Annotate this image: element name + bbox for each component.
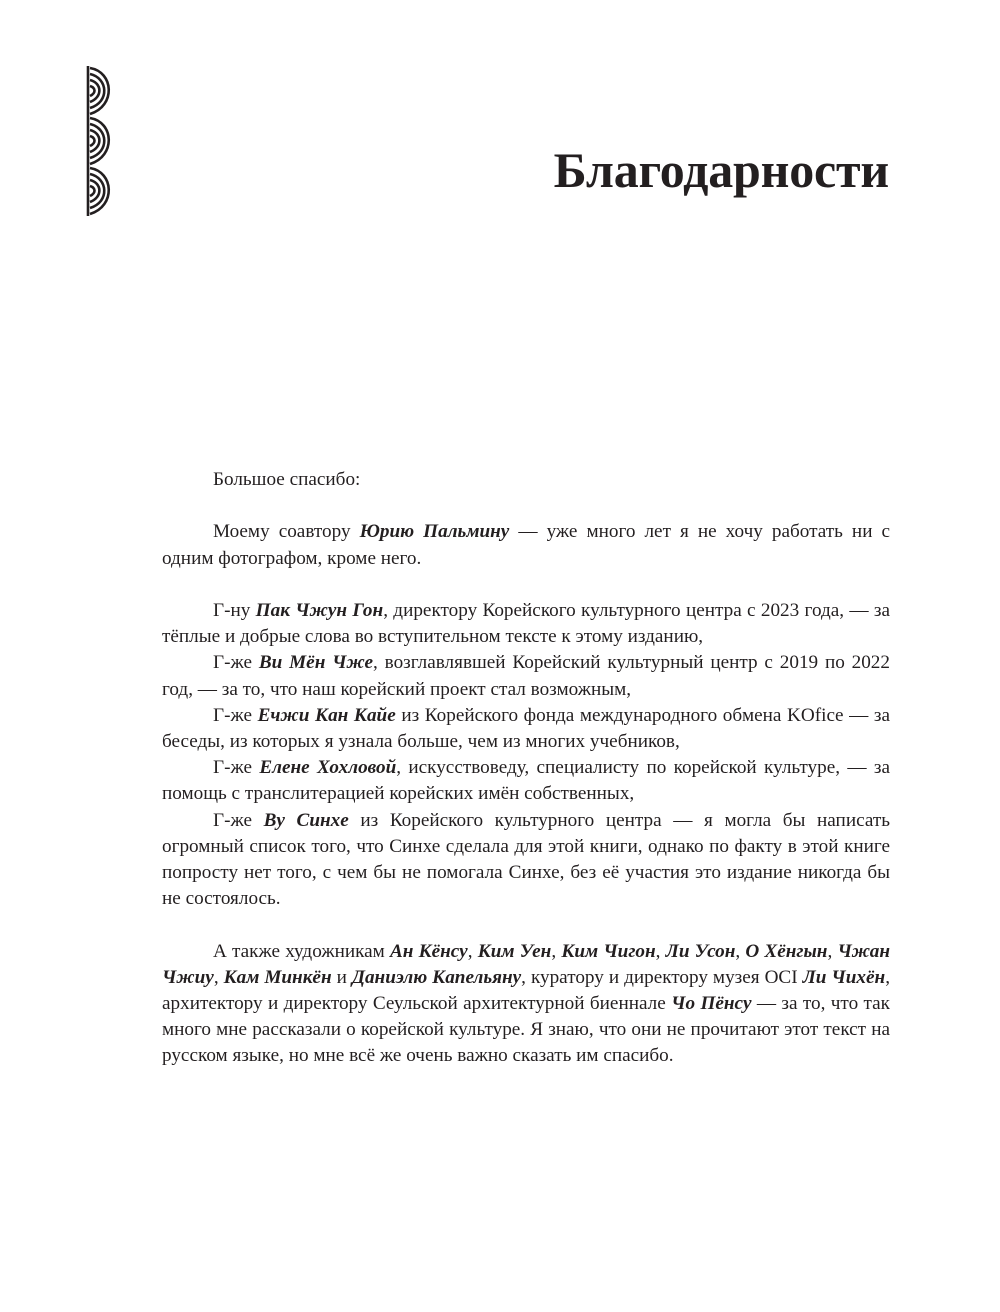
- text-run: — за то, что так много мне рассказали о корейской культуре. Я знаю, что они не прочитают этот текст на русском языке, но мне всё же очень важно сказать им спасибо.: [162, 993, 890, 1067]
- person-name: Ечжи Кан Кайе: [257, 704, 396, 726]
- text-run: Моему соавтору: [213, 521, 360, 543]
- person-name: О Хёнгын: [745, 940, 828, 962]
- paragraph-coauthor: [162, 519, 890, 571]
- text-run: ,: [551, 940, 562, 962]
- text-run: Г-же: [213, 757, 260, 779]
- text-run: ,: [213, 966, 224, 988]
- text-run: ,: [467, 940, 478, 962]
- person-name: Ким Чигон: [561, 940, 656, 962]
- text-run: , директору Корейского культурного центра с 2023 года, — за тёплые и добрые слова во вступительном тексте к этому изданию,: [162, 599, 890, 648]
- text-run: — уже много лет я не хочу работать ни с одним фотографом, кроме него.: [162, 521, 891, 569]
- text-run: , искусствоведу, специалисту по корейской культуре, — за помощь с транслитерацией корейских имён собственных,: [162, 757, 890, 805]
- text-run: Г-же: [213, 652, 259, 674]
- paragraph-kang: [162, 703, 890, 755]
- greeting-paragraph: Большое спасибо:: [213, 469, 361, 490]
- person-name: Кам Минкён: [223, 966, 332, 988]
- person-name: Ан Кёнсу: [389, 940, 468, 962]
- text-run: , архитектору и директору Сеульской архитектурной биеннале: [162, 966, 890, 1015]
- wave-scroll-ornament-icon: [84, 66, 118, 216]
- person-name: Чо Пёнсу: [671, 993, 752, 1015]
- text-run: ,: [735, 940, 746, 962]
- paragraph-artists: [162, 939, 890, 1070]
- person-name: Ким Уен: [477, 940, 552, 962]
- person-name: Ви Мён Чже: [258, 652, 374, 674]
- person-name: Ли Чихён: [802, 966, 886, 988]
- paragraph-khokhlova: [162, 755, 890, 807]
- text-run: и: [331, 966, 352, 988]
- person-name: Чжан Чжиу: [162, 940, 891, 988]
- person-name: Пак Чжун Гон: [255, 599, 384, 621]
- text-run: Г-же: [213, 809, 264, 831]
- text-run: ,: [827, 940, 838, 962]
- person-name: Ли Усон: [665, 940, 736, 962]
- page-title: Благодарности: [553, 142, 889, 198]
- text-run: из Корейского фонда международного обмена KOfice — за беседы, из которых я узнала больше, чем из многих учебников,: [162, 704, 890, 752]
- person-name: Ву Синхе: [263, 809, 349, 831]
- paragraph-park: [162, 598, 890, 650]
- text-run: А также художникам: [213, 940, 390, 962]
- paragraph-woo: [162, 808, 890, 913]
- person-name: Даниэлю Капельяну: [351, 966, 522, 988]
- text-run: , куратору и директору музея OCI: [521, 966, 803, 988]
- text-run: , возглавлявшей Корейский культурный центр с 2019 по 2022 год, — за то, что наш корейский проект стал возможным,: [162, 652, 890, 700]
- acknowledgements-body: [162, 467, 890, 1070]
- person-name: Юрию Пальмину: [359, 521, 510, 543]
- text-run: Г-же: [213, 704, 258, 726]
- text-run: из Корейского культурного центра — я могла бы написать огромный список того, что Синхе сделала для этой книги, однако по факту в этой книге попросту нет того, с чем бы не помогала Синхе, без её участия это издание никогда бы не состоялось.: [162, 809, 890, 910]
- text-run: ,: [655, 940, 666, 962]
- text-run: Г-ну: [213, 599, 256, 621]
- person-name: Елене Хохловой: [259, 757, 397, 779]
- paragraph-wi: [162, 650, 890, 702]
